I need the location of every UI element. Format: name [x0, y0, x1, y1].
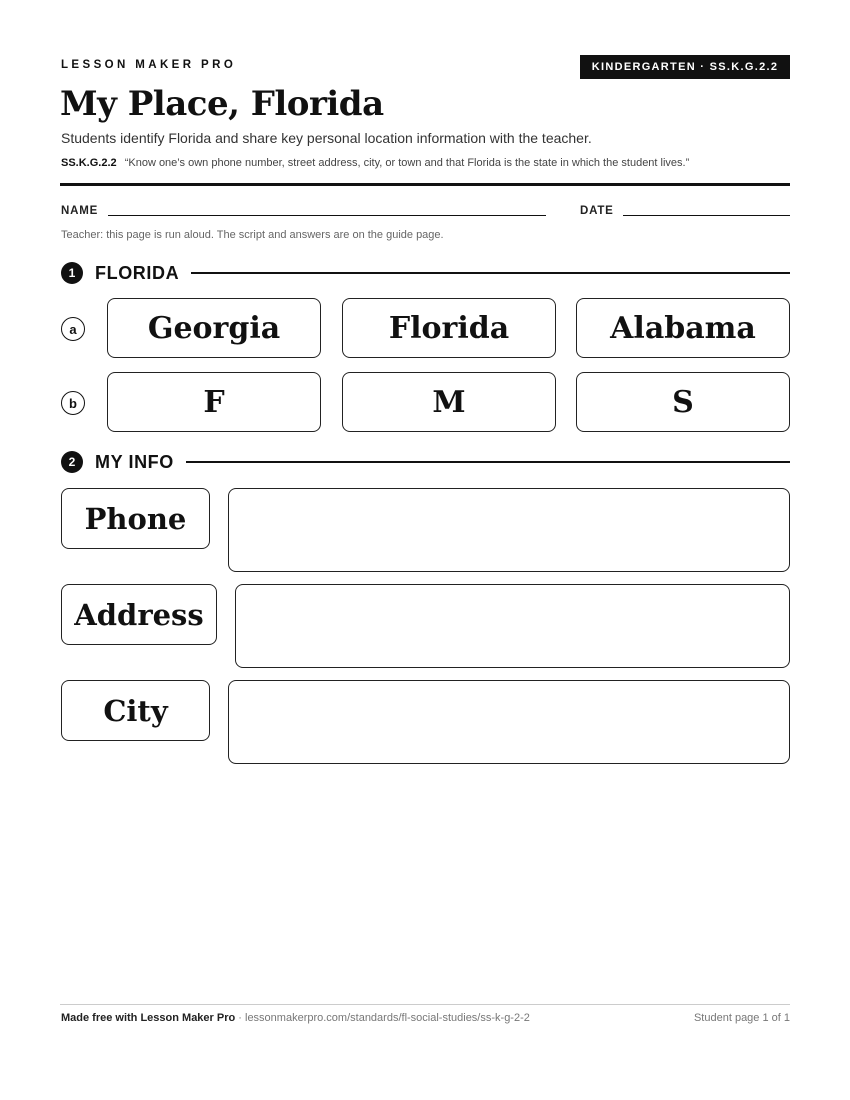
- brand-name: LESSON MAKER PRO: [61, 59, 237, 71]
- standard-text: “Know one’s own phone number, street address, city, or town and that Florida is the state in which the student lives.”: [124, 157, 690, 169]
- grade-badge: KINDERGARTEN · SS.K.G.2.2: [580, 55, 790, 79]
- date-label: DATE: [580, 205, 614, 217]
- footer-page-number: Student page 1 of 1: [693, 1012, 790, 1024]
- address-label: Address: [61, 584, 217, 645]
- page-title: My Place, Florida: [60, 84, 384, 124]
- row-letter-b: b: [61, 391, 85, 415]
- choice-alabama[interactable]: Alabama: [576, 298, 790, 358]
- section-my-info-header: [61, 450, 790, 474]
- name-label: NAME: [61, 205, 99, 217]
- section-number: 2: [61, 451, 83, 473]
- footer-url: · lessonmakerpro.com/standards/fl-social-studies/ss-k-g-2-2: [235, 1012, 530, 1024]
- footer-divider: [60, 1004, 790, 1005]
- row-letter-a: a: [61, 317, 85, 341]
- standard-code: SS.K.G.2.2: [61, 157, 117, 169]
- page-subtitle: Students identify Florida and share key personal location information with the teacher.: [61, 130, 592, 146]
- phone-answer-box[interactable]: [228, 488, 790, 572]
- city-label: City: [61, 680, 210, 741]
- choice-letter-s[interactable]: S: [576, 372, 790, 432]
- choice-letter-m[interactable]: M: [342, 372, 556, 432]
- section-number: 1: [61, 262, 83, 284]
- footer-credit: [61, 1012, 530, 1024]
- footer-made-with: Made free with Lesson Maker Pro: [61, 1012, 236, 1024]
- section-title: FLORIDA: [95, 262, 180, 283]
- city-answer-box[interactable]: [228, 680, 790, 764]
- section-title: MY INFO: [95, 451, 174, 472]
- choice-florida[interactable]: Florida: [342, 298, 556, 358]
- date-field[interactable]: [623, 215, 790, 216]
- section-rule: [191, 272, 790, 274]
- section-florida-header: [61, 261, 790, 285]
- section-rule: [186, 461, 790, 463]
- choice-georgia[interactable]: Georgia: [107, 298, 321, 358]
- address-answer-box[interactable]: [235, 584, 790, 668]
- header-divider: [60, 183, 790, 186]
- name-field[interactable]: [108, 215, 546, 216]
- standard-line: [61, 157, 689, 169]
- choice-letter-f[interactable]: F: [107, 372, 321, 432]
- phone-label: Phone: [61, 488, 210, 549]
- teacher-note: Teacher: this page is run aloud. The script and answers are on the guide page.: [61, 229, 444, 241]
